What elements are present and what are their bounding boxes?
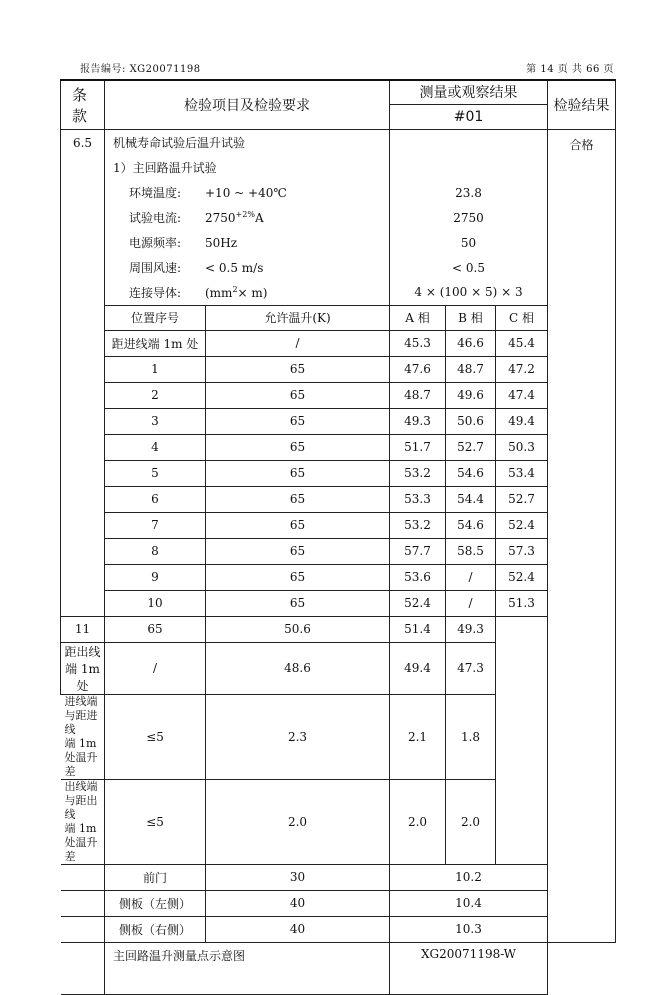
phase-b-cell: 52.7 (446, 434, 496, 460)
phase-a-cell: 52.4 (390, 590, 446, 616)
result-header: 测量或观察结果 (390, 80, 548, 104)
phase-b-cell: 49.4 (390, 642, 446, 694)
condition-unit: × m) (237, 285, 268, 300)
allowed-cell: / (105, 642, 206, 694)
condition-value: < 0.5 (390, 255, 548, 280)
condition-current (105, 205, 390, 230)
position-cell: 侧板（左侧） (105, 890, 206, 916)
position-cell: 9 (105, 564, 206, 590)
section-title: 机械寿命试验后温升试验 (105, 129, 390, 155)
left-spacer (61, 864, 105, 890)
position-cell: 1 (105, 356, 206, 382)
condition-wind (105, 255, 390, 280)
phase-a-cell: 51.7 (390, 434, 446, 460)
report-number (80, 60, 201, 75)
position-cell: 距出线端 1m 处 (61, 642, 105, 694)
phase-a-cell: 47.6 (390, 356, 446, 382)
phase-c-cell: 50.3 (496, 434, 548, 460)
condition-label: 连接导体: (129, 285, 182, 300)
allowed-cell: / (206, 330, 390, 356)
condition-requirement: < 0.5 m/s (205, 261, 264, 275)
condition-requirement: +10 ~ +40℃ (205, 186, 287, 200)
value-cell: 10.4 (390, 890, 548, 916)
allowed-cell: 65 (206, 512, 390, 538)
allowed-cell: 65 (206, 408, 390, 434)
allowed-cell: 30 (206, 864, 390, 890)
phase-c-cell: 2.0 (446, 779, 496, 864)
diagram-row (61, 942, 616, 994)
allowed-cell: ≤5 (105, 779, 206, 864)
phase-a-cell: 45.3 (390, 330, 446, 356)
left-spacer (61, 890, 105, 916)
verdict-header: 检验结果 (548, 80, 616, 129)
phase-c-cell: 52.4 (496, 564, 548, 590)
allowed-cell: 65 (206, 382, 390, 408)
value-cell: 10.2 (390, 864, 548, 890)
phase-c-cell: 53.4 (496, 460, 548, 486)
phase-a-cell: 2.3 (206, 694, 390, 779)
position-cell: 10 (105, 590, 206, 616)
report-number-label: 报告编号: (80, 64, 126, 75)
condition-value: 4 × (100 × 5) × 3 (390, 280, 548, 305)
position-cell: 2 (105, 382, 206, 408)
phase-b-cell: / (446, 590, 496, 616)
table-row (61, 616, 616, 642)
allowed-cell: 65 (206, 486, 390, 512)
phase-c-cell: 47.2 (496, 356, 548, 382)
table-row (61, 564, 616, 590)
position-cell: 距进线端 1m 处 (105, 330, 206, 356)
phase-b-cell: 50.6 (446, 408, 496, 434)
allowed-cell: 65 (206, 564, 390, 590)
condition-label: 周围风速: (129, 261, 182, 275)
section-title-result (390, 129, 548, 155)
phase-a-cell: 48.6 (206, 642, 390, 694)
phase-b-cell: 54.4 (446, 486, 496, 512)
condition-label: 电源频率: (129, 236, 182, 250)
position-cell: 7 (105, 512, 206, 538)
condition-conductor (105, 280, 390, 305)
phase-b-cell: 2.0 (390, 779, 446, 864)
table-row (61, 434, 616, 460)
phase-c-cell: 49.3 (446, 616, 496, 642)
table-row (61, 590, 616, 616)
position-cell: 前门 (105, 864, 206, 890)
phase-b-cell: 54.6 (446, 512, 496, 538)
phase-b-cell: / (446, 564, 496, 590)
phase-b-cell: 46.6 (446, 330, 496, 356)
allowed-cell: 65 (206, 460, 390, 486)
phase-a-cell: 53.2 (390, 460, 446, 486)
phase-a-cell: 48.7 (390, 382, 446, 408)
table-row (61, 330, 616, 356)
table-row (61, 460, 616, 486)
phase-b-cell: 2.1 (390, 694, 446, 779)
table-row (61, 779, 616, 864)
position-cell: 5 (105, 460, 206, 486)
condition-unit: A (254, 211, 264, 225)
position-line: 端 1m 处温升差 (64, 821, 98, 863)
position-cell: 侧板（右侧） (105, 916, 206, 942)
position-cell: 6 (105, 486, 206, 512)
phase-a-cell: 2.0 (206, 779, 390, 864)
left-spacer (61, 942, 105, 994)
position-line: 进线端与距进线 (64, 694, 98, 736)
value-cell: 10.3 (390, 916, 548, 942)
phase-c-cell: 52.4 (496, 512, 548, 538)
table-row (61, 694, 616, 779)
inspection-table (60, 79, 616, 995)
position-cell: 3 (105, 408, 206, 434)
phase-a-header: A 相 (390, 305, 446, 330)
phase-b-header: B 相 (446, 305, 496, 330)
allowed-cell: 65 (206, 434, 390, 460)
phase-c-cell: 47.4 (496, 382, 548, 408)
allowed-cell: 65 (206, 356, 390, 382)
table-row (61, 864, 616, 890)
condition-tolerance: +2% (235, 210, 255, 219)
allowed-cell: ≤5 (105, 694, 206, 779)
phase-a-cell: 53.3 (390, 486, 446, 512)
sample-header: #01 (390, 104, 548, 129)
page-info: 第 14 页 共 66 页 (526, 64, 614, 75)
position-cell: 11 (61, 616, 105, 642)
allowed-column-header: 允许温升(K) (206, 305, 390, 330)
allowed-cell: 40 (206, 916, 390, 942)
condition-label: 试验电流: (129, 211, 182, 225)
condition-exponent: 2 (232, 284, 238, 294)
condition-value: 23.8 (390, 180, 548, 205)
phase-a-cell: 49.3 (390, 408, 446, 434)
table-row (61, 890, 616, 916)
condition-value: 50 (390, 230, 548, 255)
condition-label: 环境温度: (129, 186, 182, 200)
condition-requirement: (mm (205, 285, 233, 300)
phase-b-cell: 58.5 (446, 538, 496, 564)
position-line: 端 1m 处温升差 (64, 736, 98, 778)
phase-b-cell: 49.6 (446, 382, 496, 408)
clause-header: 条 款 (61, 80, 105, 129)
report-number-value: XG20071198 (129, 64, 201, 75)
phase-a-cell: 57.7 (390, 538, 446, 564)
table-row (61, 538, 616, 564)
phase-a-cell: 50.6 (206, 616, 390, 642)
diagram-ref: XG20071198-W (390, 942, 548, 994)
condition-value: 2750 (390, 205, 548, 230)
condition-frequency (105, 230, 390, 255)
section-subtitle: 1）主回路温升试验 (105, 155, 390, 180)
clause-number: 6.5 (61, 129, 105, 616)
phase-c-cell: 45.4 (496, 330, 548, 356)
phase-c-header: C 相 (496, 305, 548, 330)
table-row (61, 408, 616, 434)
table-row (61, 916, 616, 942)
position-cell (61, 779, 105, 864)
allowed-cell: 65 (105, 616, 206, 642)
verdict-value: 合格 (548, 129, 616, 942)
condition-ambient (105, 180, 390, 205)
phase-b-cell: 48.7 (446, 356, 496, 382)
phase-b-cell: 51.4 (390, 616, 446, 642)
position-column-header: 位置序号 (105, 305, 206, 330)
section-subtitle-result (390, 155, 548, 180)
allowed-cell: 65 (206, 538, 390, 564)
phase-a-cell: 53.2 (390, 512, 446, 538)
position-cell: 4 (105, 434, 206, 460)
phase-c-cell: 47.3 (446, 642, 496, 694)
item-header: 检验项目及检验要求 (105, 80, 390, 129)
position-cell (61, 694, 105, 779)
condition-requirement: 2750 (205, 211, 236, 225)
allowed-cell: 40 (206, 890, 390, 916)
table-row (61, 512, 616, 538)
table-row (61, 486, 616, 512)
position-cell: 8 (105, 538, 206, 564)
table-row (61, 356, 616, 382)
left-spacer (61, 916, 105, 942)
allowed-cell: 65 (206, 590, 390, 616)
phase-c-cell: 52.7 (496, 486, 548, 512)
phase-c-cell: 51.3 (496, 590, 548, 616)
diagram-label: 主回路温升测量点示意图 (105, 942, 390, 994)
position-line: 出线端与距出线 (64, 779, 98, 821)
table-row (61, 642, 616, 694)
phase-c-cell: 1.8 (446, 694, 496, 779)
phase-c-cell: 57.3 (496, 538, 548, 564)
table-row (61, 382, 616, 408)
phase-b-cell: 54.6 (446, 460, 496, 486)
phase-c-cell: 49.4 (496, 408, 548, 434)
phase-a-cell: 53.6 (390, 564, 446, 590)
condition-requirement: 50Hz (205, 236, 238, 250)
